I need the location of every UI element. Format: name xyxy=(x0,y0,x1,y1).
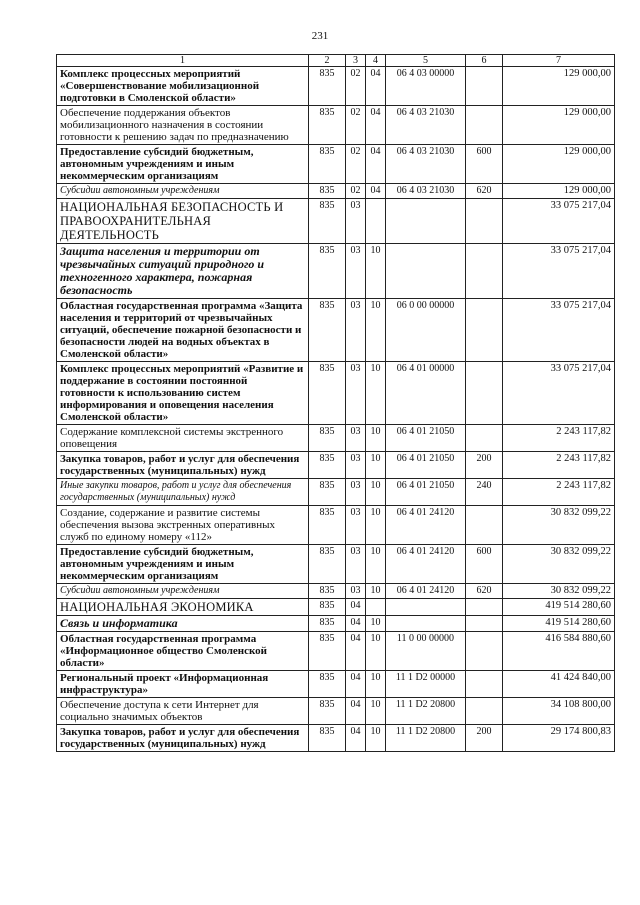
table-row xyxy=(57,106,615,145)
admin-code-cell: 835 xyxy=(309,479,346,506)
amount-cell: 33 075 217,04 xyxy=(503,244,615,299)
header-row xyxy=(57,55,615,67)
table-row xyxy=(57,145,615,184)
section-code-cell: 03 xyxy=(346,452,366,479)
subsection-code-cell: 10 xyxy=(366,479,386,506)
amount-cell: 419 514 280,60 xyxy=(503,616,615,632)
row-name-cell: НАЦИОНАЛЬНАЯ БЕЗОПАСНОСТЬ И ПРАВООХРАНИТЕЛЬНАЯ ДЕЯТЕЛЬНОСТЬ xyxy=(57,199,309,244)
table-row xyxy=(57,506,615,545)
row-name-cell: Субсидии автономным учреждениям xyxy=(57,184,309,199)
table-row xyxy=(57,452,615,479)
table-row xyxy=(57,632,615,671)
expense-type-cell: 200 xyxy=(466,725,503,752)
section-code-cell: 02 xyxy=(346,67,366,106)
target-article-cell: 06 4 01 24120 xyxy=(386,584,466,599)
subsection-code-cell: 10 xyxy=(366,299,386,362)
target-article-cell: 06 4 03 21030 xyxy=(386,106,466,145)
admin-code-cell: 835 xyxy=(309,698,346,725)
expense-type-cell xyxy=(466,244,503,299)
table-row xyxy=(57,184,615,199)
row-name-cell: Иные закупки товаров, работ и услуг для обеспечения государственных (муниципальных) нужд xyxy=(57,479,309,506)
subsection-code-cell: 10 xyxy=(366,584,386,599)
subsection-code-cell: 10 xyxy=(366,671,386,698)
column-header: 1 xyxy=(57,55,309,67)
row-name-cell: Областная государственная программа «Информационное общество Смоленской области» xyxy=(57,632,309,671)
section-code-cell: 04 xyxy=(346,698,366,725)
page-number: 231 xyxy=(311,30,329,42)
expense-type-cell xyxy=(466,698,503,725)
subsection-code-cell: 10 xyxy=(366,244,386,299)
section-code-cell: 04 xyxy=(346,632,366,671)
section-code-cell: 03 xyxy=(346,199,366,244)
column-header: 7 xyxy=(503,55,615,67)
target-article-cell: 06 4 01 21050 xyxy=(386,479,466,506)
target-article-cell: 06 4 01 24120 xyxy=(386,545,466,584)
subsection-code-cell: 04 xyxy=(366,184,386,199)
expense-type-cell xyxy=(466,299,503,362)
table-row xyxy=(57,244,615,299)
subsection-code-cell: 10 xyxy=(366,698,386,725)
table-row xyxy=(57,671,615,698)
admin-code-cell: 835 xyxy=(309,244,346,299)
admin-code-cell: 835 xyxy=(309,584,346,599)
target-article-cell: 06 4 01 24120 xyxy=(386,506,466,545)
admin-code-cell: 835 xyxy=(309,616,346,632)
admin-code-cell: 835 xyxy=(309,184,346,199)
subsection-code-cell: 10 xyxy=(366,725,386,752)
section-code-cell: 03 xyxy=(346,244,366,299)
expense-type-cell xyxy=(466,671,503,698)
section-code-cell: 03 xyxy=(346,425,366,452)
target-article-cell xyxy=(386,199,466,244)
subsection-code-cell: 10 xyxy=(366,616,386,632)
section-code-cell: 03 xyxy=(346,299,366,362)
amount-cell: 129 000,00 xyxy=(503,184,615,199)
row-name-cell: Предоставление субсидий бюджетным, автономным учреждениям и иным некоммерческим организациям xyxy=(57,145,309,184)
table-row xyxy=(57,584,615,599)
target-article-cell: 06 4 03 21030 xyxy=(386,145,466,184)
expense-type-cell xyxy=(466,599,503,616)
amount-cell: 33 075 217,04 xyxy=(503,199,615,244)
expense-type-cell xyxy=(466,106,503,145)
column-header: 3 xyxy=(346,55,366,67)
target-article-cell: 06 4 01 21050 xyxy=(386,452,466,479)
subsection-code-cell xyxy=(366,599,386,616)
row-name-cell: Создание, содержание и развитие системы обеспечения вызова экстренных оперативных служб по единому номеру «112» xyxy=(57,506,309,545)
amount-cell: 33 075 217,04 xyxy=(503,362,615,425)
row-name-cell: Закупка товаров, работ и услуг для обеспечения государственных (муниципальных) нужд xyxy=(57,725,309,752)
expense-type-cell xyxy=(466,362,503,425)
table-row xyxy=(57,67,615,106)
section-code-cell: 02 xyxy=(346,145,366,184)
amount-cell: 129 000,00 xyxy=(503,145,615,184)
table-row xyxy=(57,545,615,584)
target-article-cell: 06 4 03 00000 xyxy=(386,67,466,106)
row-name-cell: Комплекс процессных мероприятий «Совершенствование мобилизационной подготовки в Смоленской области» xyxy=(57,67,309,106)
admin-code-cell: 835 xyxy=(309,671,346,698)
amount-cell: 34 108 800,00 xyxy=(503,698,615,725)
section-code-cell: 03 xyxy=(346,362,366,425)
target-article-cell: 11 1 D2 20800 xyxy=(386,698,466,725)
subsection-code-cell: 04 xyxy=(366,145,386,184)
row-name-cell: Обеспечение доступа к сети Интернет для социально значимых объектов xyxy=(57,698,309,725)
table-row xyxy=(57,362,615,425)
table-row xyxy=(57,425,615,452)
expense-type-cell: 600 xyxy=(466,145,503,184)
target-article-cell: 06 0 00 00000 xyxy=(386,299,466,362)
section-code-cell: 04 xyxy=(346,671,366,698)
subsection-code-cell: 04 xyxy=(366,67,386,106)
table-row xyxy=(57,299,615,362)
table-row xyxy=(57,479,615,506)
target-article-cell: 06 4 01 00000 xyxy=(386,362,466,425)
row-name-cell: Закупка товаров, работ и услуг для обеспечения государственных (муниципальных) нужд xyxy=(57,452,309,479)
row-name-cell: НАЦИОНАЛЬНАЯ ЭКОНОМИКА xyxy=(57,599,309,616)
section-code-cell: 02 xyxy=(346,106,366,145)
section-code-cell: 03 xyxy=(346,506,366,545)
target-article-cell xyxy=(386,599,466,616)
expense-type-cell xyxy=(466,199,503,244)
subsection-code-cell xyxy=(366,199,386,244)
row-name-cell: Региональный проект «Информационная инфраструктура» xyxy=(57,671,309,698)
admin-code-cell: 835 xyxy=(309,632,346,671)
target-article-cell: 06 4 01 21050 xyxy=(386,425,466,452)
admin-code-cell: 835 xyxy=(309,145,346,184)
row-name-cell: Областная государственная программа «Защита населения и территорий от чрезвычайных ситуаций, обеспечение пожарной безопасности и безопасности людей на водных объектах в Смоленской области» xyxy=(57,299,309,362)
admin-code-cell: 835 xyxy=(309,506,346,545)
target-article-cell: 06 4 03 21030 xyxy=(386,184,466,199)
amount-cell: 33 075 217,04 xyxy=(503,299,615,362)
amount-cell: 416 584 880,60 xyxy=(503,632,615,671)
subsection-code-cell: 10 xyxy=(366,506,386,545)
admin-code-cell: 835 xyxy=(309,599,346,616)
section-code-cell: 03 xyxy=(346,584,366,599)
admin-code-cell: 835 xyxy=(309,362,346,425)
subsection-code-cell: 10 xyxy=(366,632,386,671)
admin-code-cell: 835 xyxy=(309,199,346,244)
expense-type-cell: 600 xyxy=(466,545,503,584)
amount-cell: 30 832 099,22 xyxy=(503,506,615,545)
amount-cell: 129 000,00 xyxy=(503,106,615,145)
section-code-cell: 03 xyxy=(346,479,366,506)
table-row xyxy=(57,698,615,725)
amount-cell: 2 243 117,82 xyxy=(503,425,615,452)
admin-code-cell: 835 xyxy=(309,725,346,752)
admin-code-cell: 835 xyxy=(309,425,346,452)
section-code-cell: 02 xyxy=(346,184,366,199)
row-name-cell: Защита населения и территории от чрезвычайных ситуаций природного и техногенного характера, пожарная безопасность xyxy=(57,244,309,299)
subsection-code-cell: 10 xyxy=(366,425,386,452)
target-article-cell xyxy=(386,244,466,299)
amount-cell: 30 832 099,22 xyxy=(503,545,615,584)
amount-cell: 41 424 840,00 xyxy=(503,671,615,698)
target-article-cell: 11 0 00 00000 xyxy=(386,632,466,671)
table-row xyxy=(57,599,615,616)
admin-code-cell: 835 xyxy=(309,67,346,106)
subsection-code-cell: 10 xyxy=(366,545,386,584)
expense-type-cell xyxy=(466,506,503,545)
admin-code-cell: 835 xyxy=(309,545,346,584)
row-name-cell: Субсидии автономным учреждениям xyxy=(57,584,309,599)
row-name-cell: Предоставление субсидий бюджетным, автономным учреждениям и иным некоммерческим организациям xyxy=(57,545,309,584)
column-header: 5 xyxy=(386,55,466,67)
admin-code-cell: 835 xyxy=(309,299,346,362)
admin-code-cell: 835 xyxy=(309,452,346,479)
section-code-cell: 04 xyxy=(346,599,366,616)
expense-type-cell xyxy=(466,632,503,671)
target-article-cell xyxy=(386,616,466,632)
expense-type-cell xyxy=(466,425,503,452)
expense-type-cell: 200 xyxy=(466,452,503,479)
table-row xyxy=(57,199,615,244)
subsection-code-cell: 10 xyxy=(366,362,386,425)
amount-cell: 129 000,00 xyxy=(503,67,615,106)
expense-type-cell: 620 xyxy=(466,184,503,199)
row-name-cell: Связь и информатика xyxy=(57,616,309,632)
row-name-cell: Комплекс процессных мероприятий «Развитие и поддержание в состоянии постоянной готовности к использованию систем информирования и оповещения населения Смоленской области» xyxy=(57,362,309,425)
expense-type-cell: 240 xyxy=(466,479,503,506)
amount-cell: 2 243 117,82 xyxy=(503,479,615,506)
section-code-cell: 03 xyxy=(346,545,366,584)
expense-type-cell: 620 xyxy=(466,584,503,599)
amount-cell: 29 174 800,83 xyxy=(503,725,615,752)
section-code-cell: 04 xyxy=(346,616,366,632)
column-header: 6 xyxy=(466,55,503,67)
amount-cell: 419 514 280,60 xyxy=(503,599,615,616)
expense-type-cell xyxy=(466,616,503,632)
amount-cell: 2 243 117,82 xyxy=(503,452,615,479)
table-body xyxy=(57,67,615,752)
amount-cell: 30 832 099,22 xyxy=(503,584,615,599)
row-name-cell: Содержание комплексной системы экстренного оповещения xyxy=(57,425,309,452)
admin-code-cell: 835 xyxy=(309,106,346,145)
subsection-code-cell: 10 xyxy=(366,452,386,479)
target-article-cell: 11 1 D2 00000 xyxy=(386,671,466,698)
budget-table xyxy=(56,54,615,752)
column-header: 4 xyxy=(366,55,386,67)
table-row xyxy=(57,725,615,752)
table-row xyxy=(57,616,615,632)
row-name-cell: Обеспечение поддержания объектов мобилизационного назначения в состоянии готовности к решению задач по предназначению xyxy=(57,106,309,145)
column-header: 2 xyxy=(309,55,346,67)
subsection-code-cell: 04 xyxy=(366,106,386,145)
expense-type-cell xyxy=(466,67,503,106)
section-code-cell: 04 xyxy=(346,725,366,752)
target-article-cell: 11 1 D2 20800 xyxy=(386,725,466,752)
